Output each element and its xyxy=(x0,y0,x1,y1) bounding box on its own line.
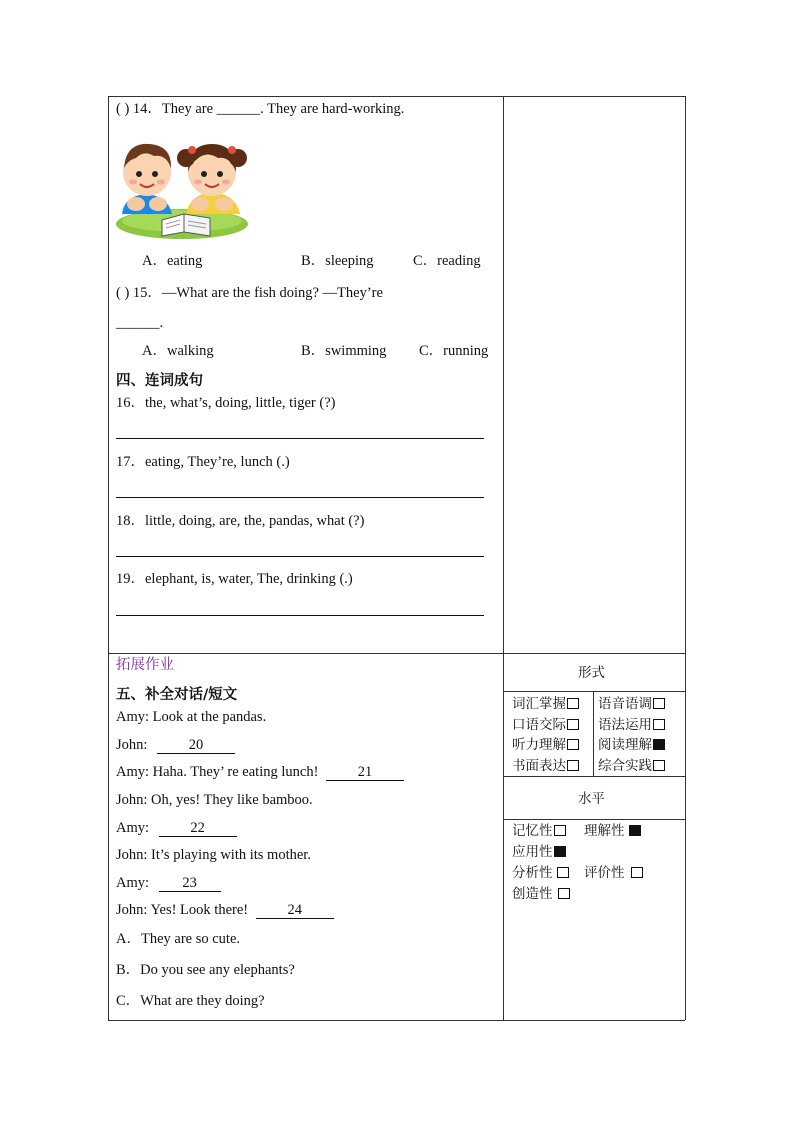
level-item-analysis: 分析性 xyxy=(512,864,569,882)
section5-option-b: B．Do you see any elephants? xyxy=(116,962,295,978)
blank-20[interactable]: 20 xyxy=(157,737,235,754)
answer-line-19 xyxy=(116,615,484,616)
form-grid-divider xyxy=(593,691,594,776)
level-header-bottom xyxy=(503,819,685,820)
checkbox-listening[interactable] xyxy=(567,739,579,750)
q15-option-b: B．swimming xyxy=(301,343,387,359)
checkbox-phonetics[interactable] xyxy=(653,698,665,709)
answer-line-17 xyxy=(116,497,484,498)
level-header: 水平 xyxy=(578,791,605,807)
q15-stem: ( ) 15．—What are the fish doing? —They’re xyxy=(116,285,383,301)
level-header-top xyxy=(503,776,685,777)
table-top-border xyxy=(108,96,685,97)
q14-option-c: C．reading xyxy=(413,253,481,269)
blank-22[interactable]: 22 xyxy=(159,820,237,837)
level-item-application: 应用性 xyxy=(512,843,566,861)
section4-item-16: 16．the, what’s, doing, little, tiger (?) xyxy=(116,395,336,411)
dialog-line-1: Amy: Look at the pandas. xyxy=(116,709,267,725)
level-item-understanding: 理解性 xyxy=(584,822,641,840)
checkbox-practice[interactable] xyxy=(653,760,665,771)
blank-21[interactable]: 21 xyxy=(326,764,404,781)
checkbox-application[interactable] xyxy=(554,846,566,857)
form-header: 形式 xyxy=(578,665,605,681)
dialog-line-4: John: Oh, yes! They like bamboo. xyxy=(116,792,313,808)
level-item-evaluation: 评价性 xyxy=(584,864,643,882)
checkbox-analysis[interactable] xyxy=(557,867,569,878)
checkbox-grammar[interactable] xyxy=(653,719,665,730)
form-item-listening: 听力理解 xyxy=(512,736,579,754)
form-header-divider xyxy=(503,691,685,692)
checkbox-writing[interactable] xyxy=(567,760,579,771)
table-bottom-border xyxy=(108,1020,685,1021)
section4-title: 四、连词成句 xyxy=(116,373,203,389)
blank-23[interactable]: 23 xyxy=(159,875,221,892)
section4-item-18: 18．little, doing, are, the, pandas, what (?) xyxy=(116,513,365,529)
form-item-writing: 书面表达 xyxy=(512,757,579,775)
checkbox-vocab[interactable] xyxy=(567,698,579,709)
checkbox-evaluation[interactable] xyxy=(631,867,643,878)
checkbox-oral[interactable] xyxy=(567,719,579,730)
form-item-vocab: 词汇掌握 xyxy=(512,695,579,713)
dialog-line-3: Amy: Haha. They’ re eating lunch! 21 xyxy=(116,763,404,781)
section5-option-a: A．They are so cute. xyxy=(116,931,241,947)
q15-option-a: A．walking xyxy=(142,343,214,359)
dialog-line-7: Amy: 23 xyxy=(116,874,221,892)
q14-option-a: A．eating xyxy=(142,253,203,269)
checkbox-reading[interactable] xyxy=(653,739,665,750)
table-right-border xyxy=(685,96,686,1020)
level-item-memory: 记忆性 xyxy=(512,822,566,840)
q14-option-b: B．sleeping xyxy=(301,253,374,269)
form-item-practice: 综合实践 xyxy=(598,757,665,775)
form-item-phonetics: 语音语调 xyxy=(598,695,665,713)
form-item-reading: 阅读理解 xyxy=(598,736,665,754)
table-col-divider xyxy=(503,96,504,1020)
checkbox-creativity[interactable] xyxy=(558,888,570,899)
section5-option-c: C．What are they doing? xyxy=(116,993,265,1009)
dialog-line-2: John: 20 xyxy=(116,736,235,754)
form-item-oral: 口语交际 xyxy=(512,716,579,734)
q15-option-c: C．running xyxy=(419,343,489,359)
level-item-creativity: 创造性 xyxy=(512,885,570,903)
kids-reading-illustration xyxy=(114,128,254,242)
table-mid-border xyxy=(108,653,685,654)
answer-line-18 xyxy=(116,556,484,557)
dialog-line-6: John: It’s playing with its mother. xyxy=(116,847,311,863)
checkbox-understanding[interactable] xyxy=(629,825,641,836)
section4-item-19: 19．elephant, is, water, The, drinking (.) xyxy=(116,571,353,587)
section4-item-17: 17．eating, They’re, lunch (.) xyxy=(116,454,290,470)
q15-stem-tail: ______. xyxy=(116,315,164,331)
form-item-grammar: 语法运用 xyxy=(598,716,665,734)
dialog-line-5: Amy: 22 xyxy=(116,819,237,837)
section5-title: 五、补全对话/短文 xyxy=(116,687,238,703)
checkbox-memory[interactable] xyxy=(554,825,566,836)
q14-stem: ( ) 14．They are ______. They are hard-working. xyxy=(116,101,405,117)
answer-line-16 xyxy=(116,438,484,439)
dialog-line-8: John: Yes! Look there! 24 xyxy=(116,901,334,919)
blank-24[interactable]: 24 xyxy=(256,902,334,919)
table-left-border xyxy=(108,96,109,1020)
extension-label: 拓展作业 xyxy=(116,657,174,673)
